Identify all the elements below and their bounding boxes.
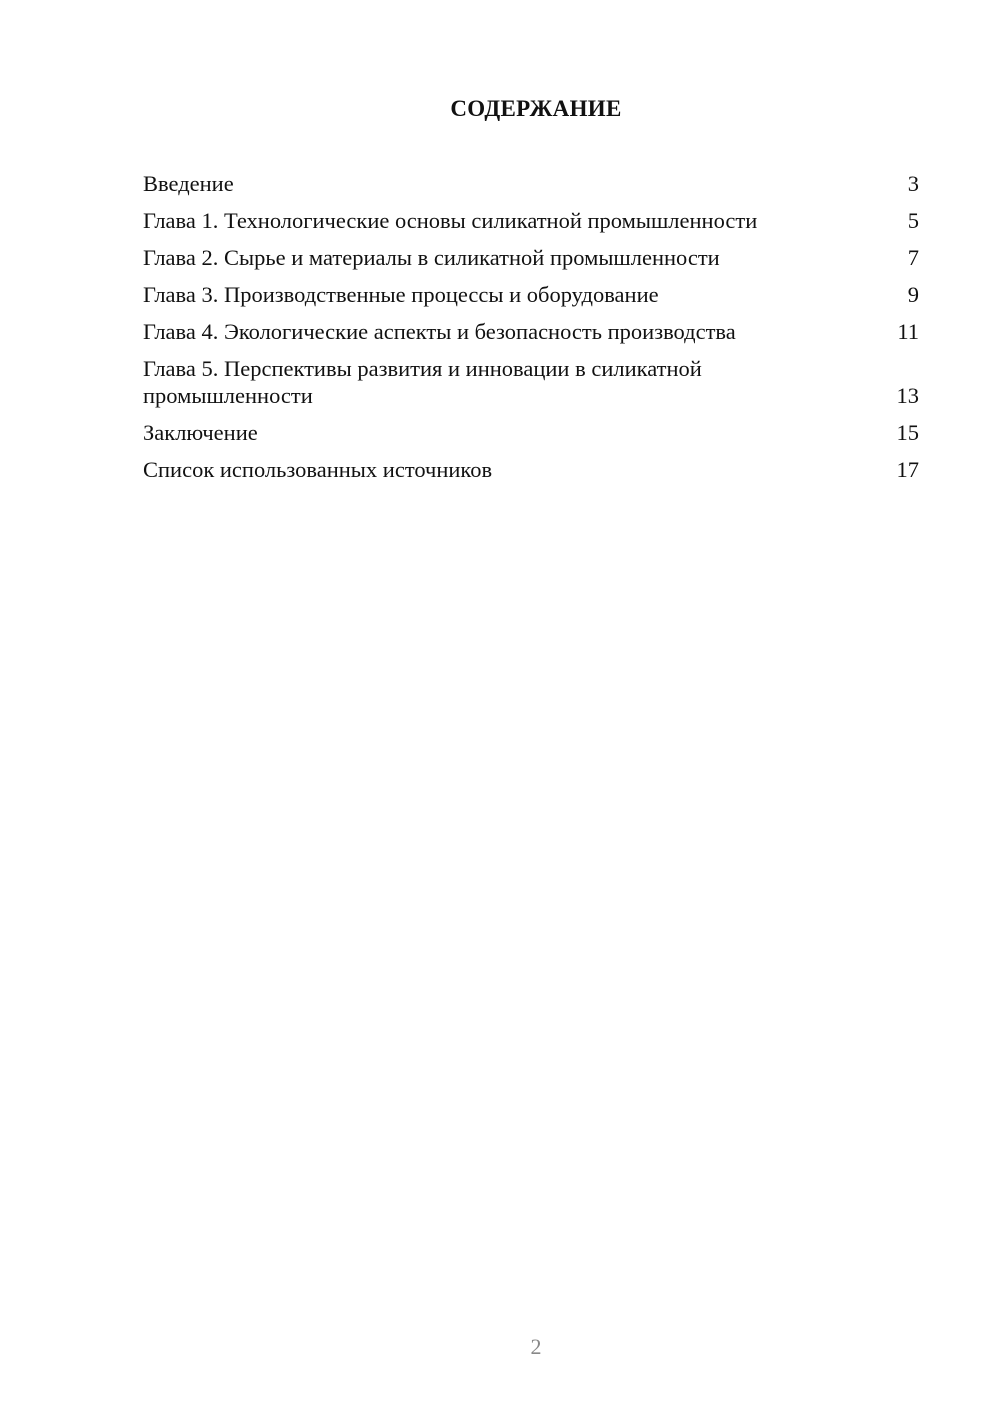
toc-entry-page: 3 (907, 171, 919, 196)
table-of-contents (143, 170, 919, 493)
toc-entry-page: 7 (907, 245, 919, 270)
toc-entry-title: Список использованных источников (143, 457, 493, 482)
toc-entry-title: Глава 3. Производственные процессы и оборудование (143, 282, 659, 307)
toc-entry-chapter-1 (143, 207, 919, 234)
toc-entry-title: Заключение (143, 420, 258, 445)
toc-entry-title: Глава 2. Сырье и материалы в силикатной промышленности (143, 245, 720, 270)
toc-entry-page: 11 (897, 319, 919, 344)
toc-entry-title: Глава 4. Экологические аспекты и безопасность производства (143, 319, 736, 344)
toc-entry-page: 17 (896, 457, 919, 482)
toc-entry-references (143, 456, 919, 483)
toc-entry-page: 9 (907, 282, 919, 307)
toc-entry-title: Глава 5. Перспективы развития и инновации в силикатной промышленности (143, 356, 702, 408)
toc-entry-page: 5 (907, 208, 919, 233)
toc-entry-conclusion (143, 419, 919, 446)
toc-entry-page: 15 (896, 420, 919, 445)
toc-entry-title: Введение (143, 171, 234, 196)
toc-entry-chapter-4 (143, 318, 919, 345)
toc-entry-introduction (143, 170, 919, 197)
toc-entry-title: Глава 1. Технологические основы силикатной промышленности (143, 208, 758, 233)
toc-entry-chapter-5 (143, 355, 919, 409)
toc-entry-chapter-3 (143, 281, 919, 308)
page-title: СОДЕРЖАНИЕ (450, 96, 622, 121)
toc-entry-chapter-2 (143, 244, 919, 271)
page-number: 2 (530, 1334, 542, 1359)
toc-entry-page: 13 (896, 383, 919, 408)
